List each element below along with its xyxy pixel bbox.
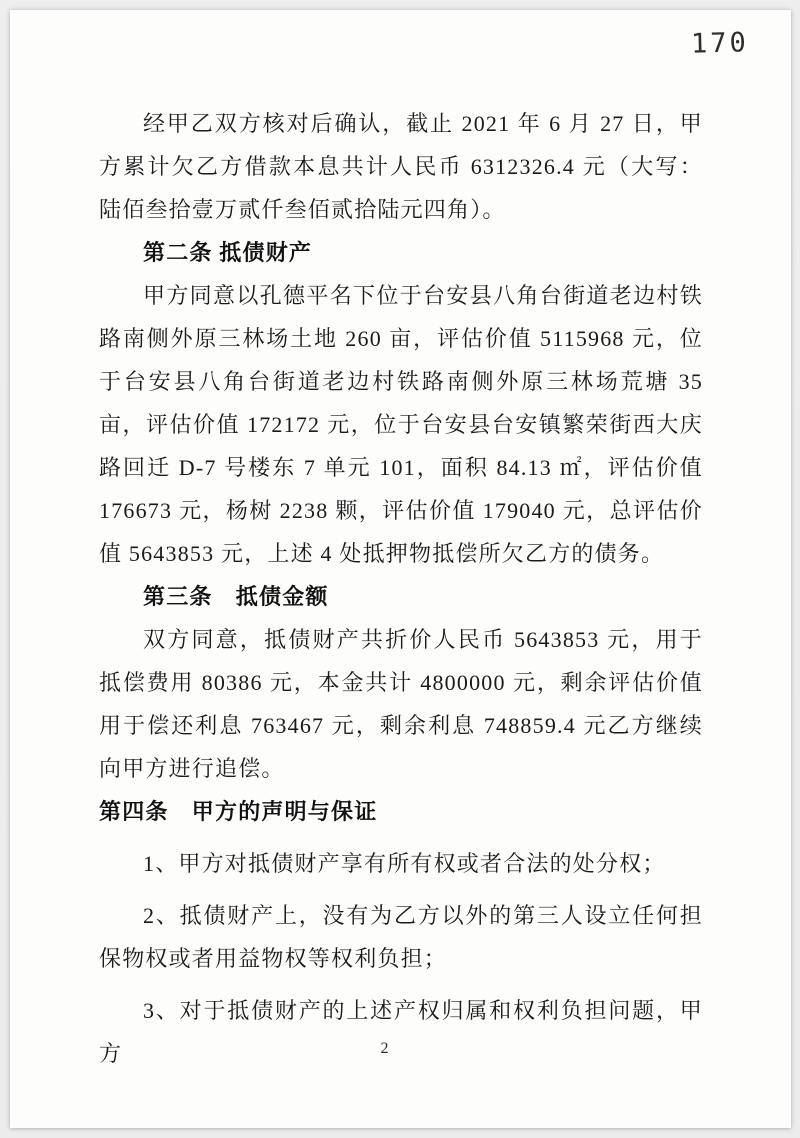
page-number: 2 bbox=[380, 1040, 389, 1057]
paragraph: 第三条 抵债金额 bbox=[143, 584, 329, 609]
document-page bbox=[10, 10, 791, 1128]
folio-stamp-number: 170 bbox=[690, 27, 750, 60]
paragraph: 第二条 抵债财产 bbox=[143, 240, 313, 265]
paragraph: 1、甲方对抵债财产享有所有权或者合法的处分权； bbox=[143, 851, 666, 876]
paragraph: 经甲乙双方核对后确认，截止 2021 年 6 月 27 日，甲方累计欠乙方借款本息共计人民币 6312326.4 元（大写：陆佰叁拾壹万贰仟叁佰贰拾陆元四角）。 bbox=[99, 111, 703, 222]
paragraph: 甲方同意以孔德平名下位于台安县八角台街道老边村铁路南侧外原三林场土地 260 亩，评估价值 5115968 元，位于台安县八角台街道老边村铁路南侧外原三林场荒塘 35 亩，评估价值 172172 元，位于台安县台安镇繁荣街西大庆路回迁 D-7 号楼东 7 单元 101，面积 84.13 ㎡，评估价值 176673 元，杨树 2238 颗，评估价值 179040 元，总评估价值 5643853 元，上述 4 处抵押物抵偿所欠乙方的债务。 bbox=[99, 283, 703, 566]
paragraph: 第四条 甲方的声明与保证 bbox=[99, 799, 378, 824]
paragraph: 3、对于抵债财产的上述产权归属和权利负担问题，甲方 bbox=[99, 998, 703, 1066]
paragraph: 双方同意，抵债财产共折价人民币 5643853 元，用于抵偿费用 80386 元，本金共计 4800000 元，剩余评估价值用于偿还利息 763467 元，剩余利息 748859.4 元乙方继续向甲方进行追偿。 bbox=[99, 627, 703, 781]
paragraph: 2、抵债财产上，没有为乙方以外的第三人设立任何担保物权或者用益物权等权利负担； bbox=[99, 903, 703, 971]
document-content bbox=[99, 102, 703, 1075]
